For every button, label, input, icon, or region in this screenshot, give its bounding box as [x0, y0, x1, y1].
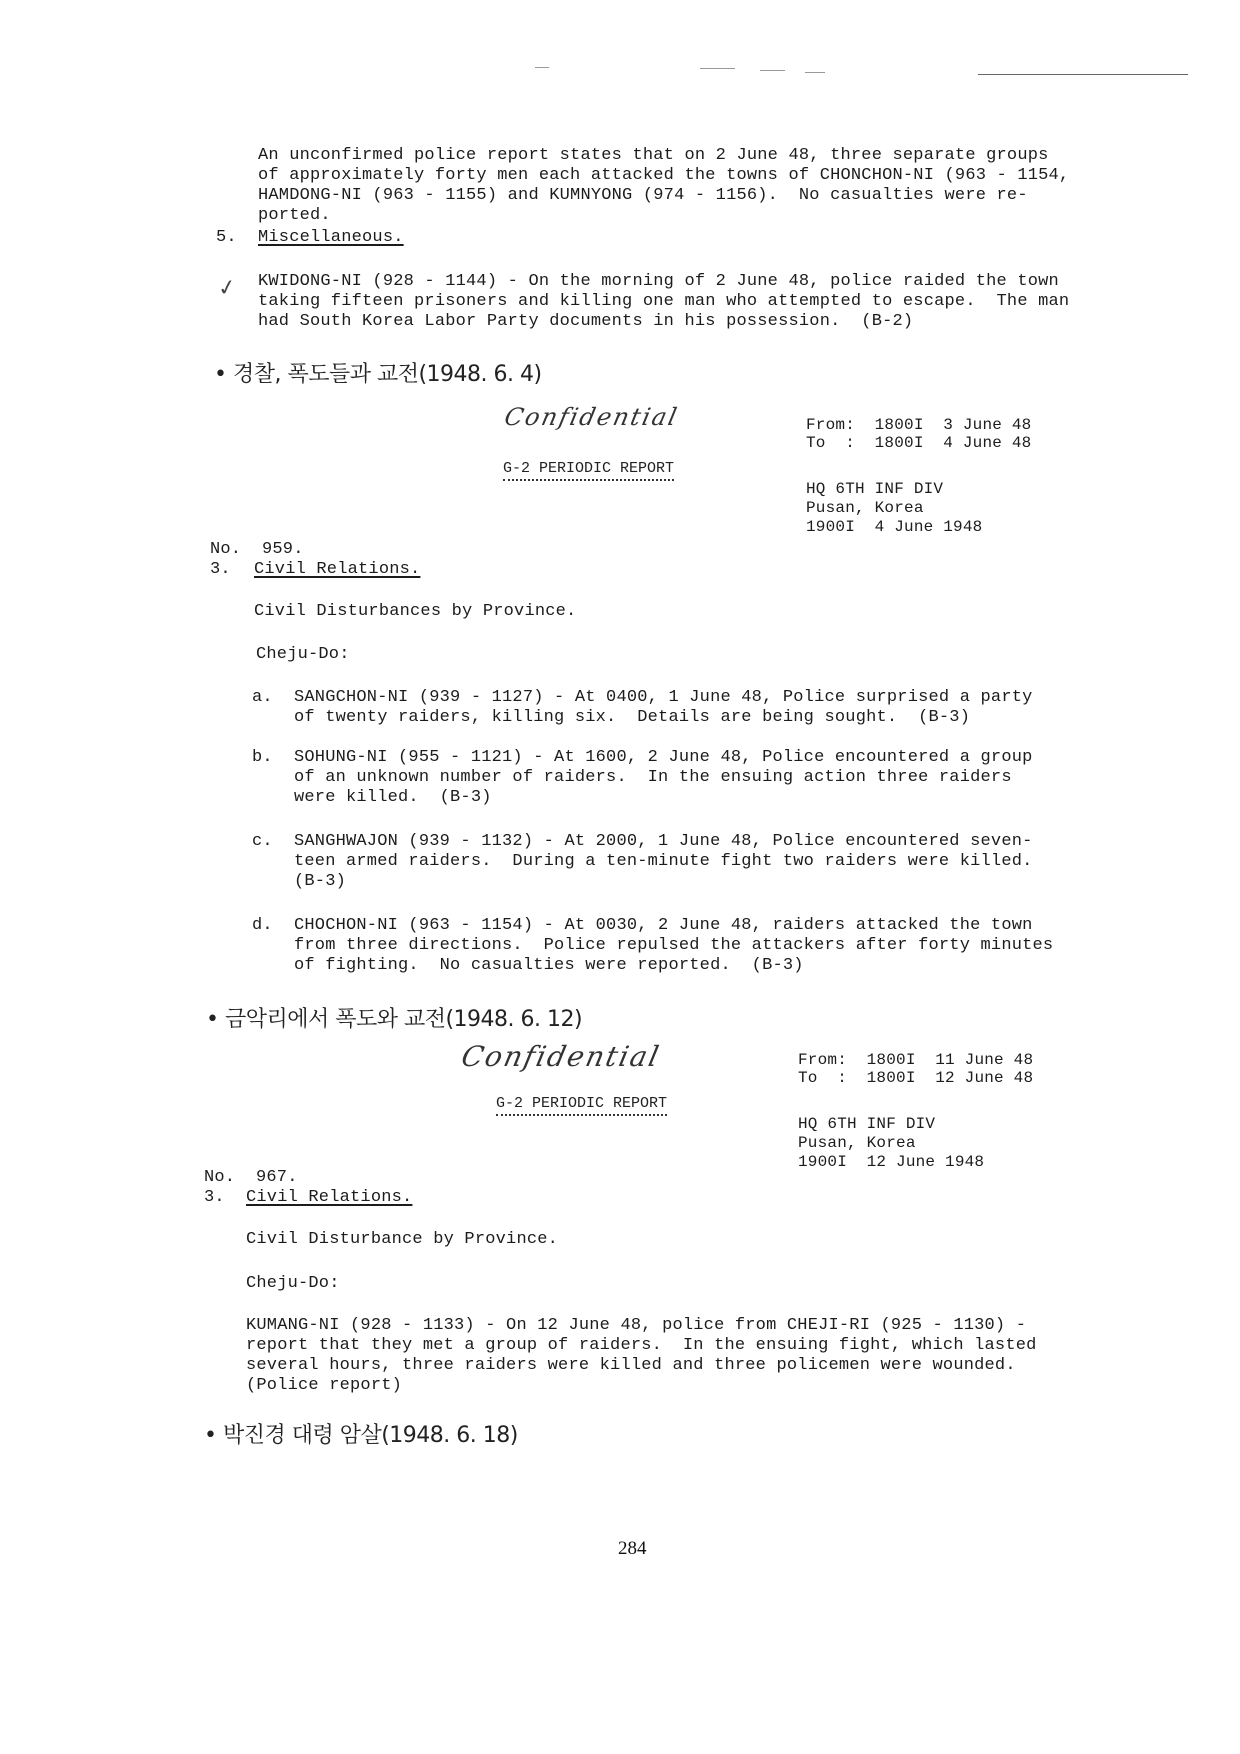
text-line: several hours, three raiders were killed and three policemen were wounded.	[246, 1356, 1016, 1375]
text-line: from three directions. Police repulsed the attackers after forty minutes	[294, 936, 1054, 955]
to-row	[806, 434, 1031, 452]
hq-location: Pusan, Korea	[798, 1134, 916, 1152]
page-number: 284	[618, 1538, 647, 1559]
item-letter: c.	[252, 832, 273, 851]
item-d	[294, 916, 1053, 976]
item-letter: b.	[252, 748, 273, 767]
text-line: SOHUNG-NI (955 - 1121) - At 1600, 2 June 48, Police encountered a group	[294, 748, 1033, 767]
text-line: report that they met a group of raiders. In the ensuing fight, which lasted	[246, 1336, 1037, 1355]
issued-time: 1900I 12 June 1948	[798, 1153, 985, 1171]
text-line: HAMDONG-NI (963 - 1155) and KUMNYONG (974 - 1156). No casualties were re-	[258, 186, 1028, 205]
from-value: 1800I 11 June 48	[866, 1051, 1034, 1069]
from-label: From:	[798, 1051, 848, 1069]
text-line: of twenty raiders, killing six. Details are being sought. (B-3)	[294, 708, 971, 727]
to-row	[798, 1069, 1033, 1087]
subheading: Civil Disturbance by Province.	[246, 1230, 559, 1249]
hq-location: Pusan, Korea	[806, 499, 924, 517]
from-row	[806, 416, 1031, 434]
korean-heading-next: • 박진경 대령 암살(1948. 6. 18)	[204, 1423, 518, 1448]
item-c	[294, 832, 1033, 892]
hq-name: HQ 6TH INF DIV	[798, 1115, 936, 1133]
item5-number: 5.	[216, 228, 237, 247]
scan-artifact	[700, 68, 735, 69]
report-period	[806, 416, 1031, 452]
item5-heading: Miscellaneous.	[258, 228, 404, 247]
scan-artifact	[535, 67, 549, 68]
report-period	[798, 1051, 1033, 1087]
text-line: (B-3)	[294, 872, 347, 891]
confidential-stamp: Confidential	[458, 1040, 664, 1073]
section-heading: Civil Relations.	[246, 1188, 413, 1207]
text-line: of approximately forty men each attacked the towns of CHONCHON-NI (963 - 1154,	[258, 166, 1070, 185]
hq-block	[798, 1115, 984, 1172]
intro-paragraph	[258, 146, 1069, 226]
report-title: G-2 PERIODIC REPORT	[503, 460, 674, 481]
from-row	[798, 1051, 1033, 1069]
issued-time: 1900I 4 June 1948	[806, 518, 983, 536]
section-number: 3.	[204, 1188, 225, 1207]
text-line: of an unknown number of raiders. In the ensuing action three raiders	[294, 768, 1012, 787]
text-line: were killed. (B-3)	[294, 788, 492, 807]
from-value: 1800I 3 June 48	[874, 416, 1032, 434]
to-label: To :	[798, 1069, 848, 1087]
text-line: taking fifteen prisoners and killing one man who attempted to escape. The man	[258, 292, 1070, 311]
item-b	[294, 748, 1033, 808]
text-line: CHOCHON-NI (963 - 1154) - At 0030, 2 June 48, raiders attacked the town	[294, 916, 1033, 935]
province-label: Cheju-Do:	[256, 645, 350, 664]
province-label: Cheju-Do:	[246, 1274, 340, 1293]
report-title: G-2 PERIODIC REPORT	[496, 1095, 667, 1116]
hq-block	[806, 480, 982, 537]
item-a	[294, 688, 1033, 728]
text-line: SANGHWAJON (939 - 1132) - At 2000, 1 June 48, Police encountered seven-	[294, 832, 1033, 851]
to-value: 1800I 4 June 48	[874, 434, 1032, 452]
check-mark-icon: ✓	[215, 274, 239, 303]
korean-heading: • 금악리에서 폭도와 교전(1948. 6. 12)	[206, 1007, 583, 1032]
text-line: KWIDONG-NI (928 - 1144) - On the morning of 2 June 48, police raided the town	[258, 272, 1059, 291]
text-line: KUMANG-NI (928 - 1133) - On 12 June 48, police from CHEJI-RI (925 - 1130) -	[246, 1316, 1027, 1335]
text-line: An unconfirmed police report states that on 2 June 48, three separate groups	[258, 146, 1049, 165]
scan-artifact	[760, 70, 785, 71]
section-number: 3.	[210, 560, 231, 579]
kumang-ni-paragraph	[246, 1316, 1037, 1396]
report-number: No. 959.	[210, 540, 304, 559]
to-value: 1800I 12 June 48	[866, 1069, 1034, 1087]
scan-artifact	[978, 74, 1188, 75]
text-line: of fighting. No casualties were reported. (B-3)	[294, 956, 804, 975]
confidential-stamp: Confidential	[502, 403, 682, 431]
item5-paragraph	[258, 272, 1069, 332]
text-line: ported.	[258, 206, 331, 225]
text-line: teen armed raiders. During a ten-minute fight two raiders were killed.	[294, 852, 1033, 871]
text-line: SANGCHON-NI (939 - 1127) - At 0400, 1 June 48, Police surprised a party	[294, 688, 1033, 707]
text-line: (Police report)	[246, 1376, 403, 1395]
from-label: From:	[806, 416, 856, 434]
scan-artifact	[805, 72, 825, 73]
report-number: No. 967.	[204, 1168, 298, 1187]
to-label: To :	[806, 434, 856, 452]
subheading: Civil Disturbances by Province.	[254, 602, 577, 621]
hq-name: HQ 6TH INF DIV	[806, 480, 944, 498]
item-letter: a.	[252, 688, 273, 707]
text-line: had South Korea Labor Party documents in his possession. (B-2)	[258, 312, 914, 331]
item-letter: d.	[252, 916, 273, 935]
korean-heading: • 경찰, 폭도들과 교전(1948. 6. 4)	[214, 362, 542, 387]
section-heading: Civil Relations.	[254, 560, 421, 579]
